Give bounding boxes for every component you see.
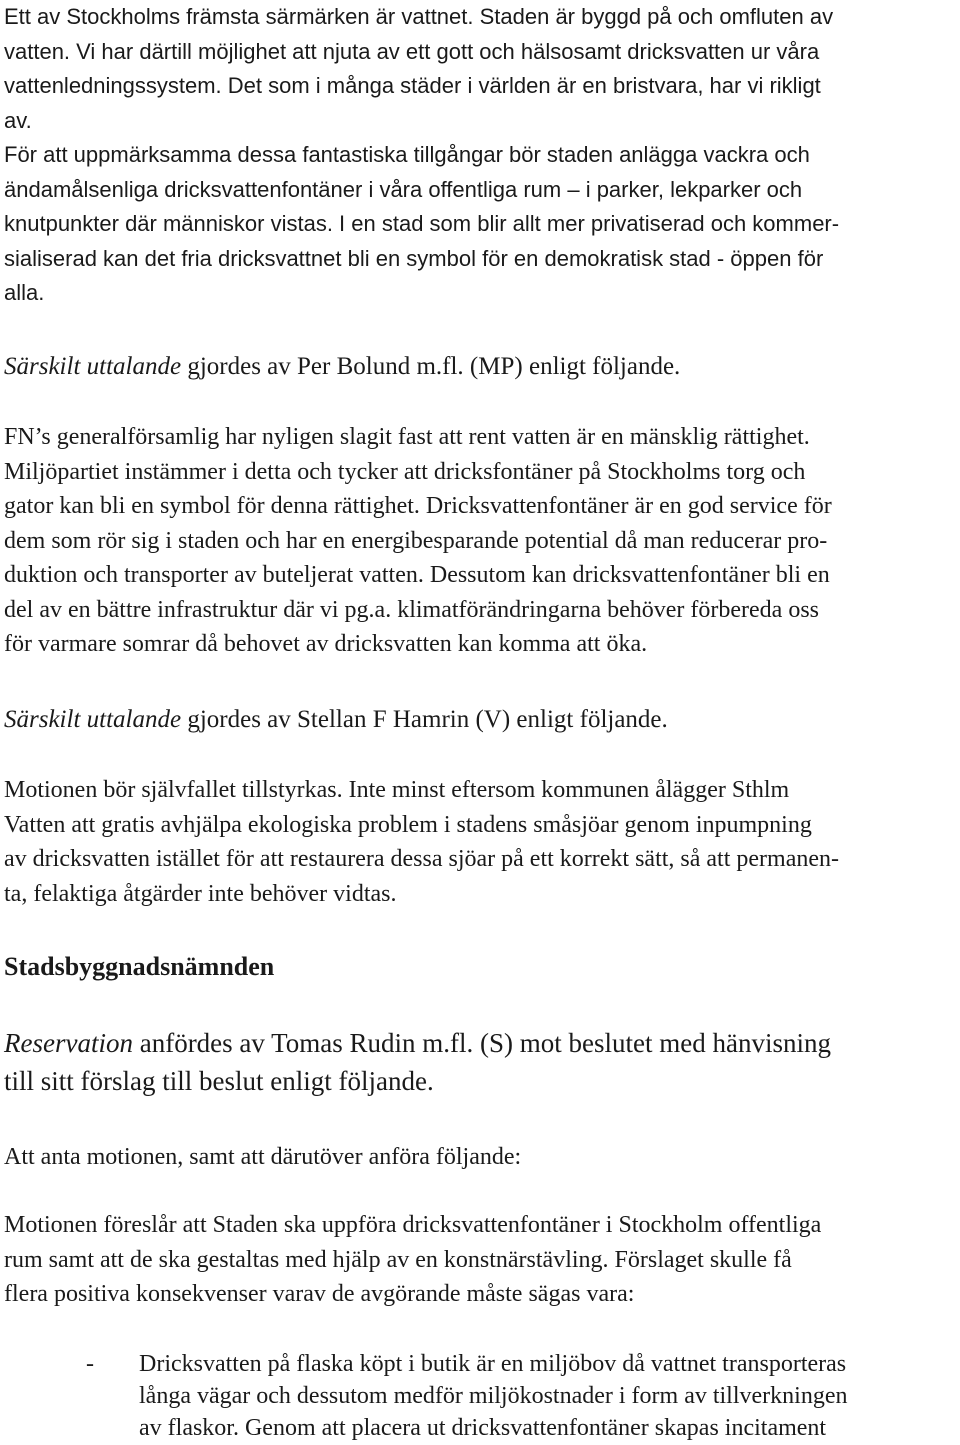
reservation-italic: Reservation	[4, 1028, 133, 1058]
statement-mp-italic: Särskilt uttalande	[4, 353, 182, 380]
statement-v	[4, 703, 668, 737]
motion-line: rum samt att de ska gestaltas med hjälp av en konstnärstävling. Förslaget skulle få	[4, 1246, 792, 1273]
intro-line: Ett av Stockholms främsta särmärken är vattnet. Staden är byggd på och omfluten av	[4, 4, 834, 29]
mp-line: för varmare somrar då behovet av dricksvatten kan komma att öka.	[4, 631, 648, 657]
mp-line: del av en bättre infrastruktur där vi pg.a. klimatförändringarna behöver förbereda oss	[4, 596, 820, 623]
mp-text	[4, 420, 832, 662]
statement-mp-line	[4, 350, 680, 384]
intro-line: alla.	[4, 280, 45, 305]
section-heading: Stadsbyggnadsnämnden	[4, 952, 275, 981]
statement-v-rest: gjordes av Stellan F Hamrin (V) enligt följande.	[181, 706, 668, 733]
bullet-line: Dricksvatten på flaska köpt i butik är en miljöbov då vattnet transporteras	[139, 1351, 847, 1377]
v-line: Motionen bör självfallet tillstyrkas. Inte minst eftersom kommunen ålägger Sthlm	[4, 777, 790, 803]
mp-line: duktion och transporter av buteljerat vatten. Dessutom kan dricksvattenfontäner bli en	[4, 562, 830, 588]
intro-line: vatten. Vi har därtill möjlighet att njuta av ett gott och hälsosamt dricksvatten ur våra	[4, 38, 820, 64]
statement-v-italic: Särskilt uttalande	[4, 706, 182, 733]
intro-line: knutpunkter där människor vistas. I en stad som blir allt mer privatiserad och kommer-	[4, 211, 840, 236]
mp-line: gator kan bli en symbol för denna rättighet. Dricksvattenfontäner är en god service för	[4, 493, 832, 519]
reservation-line-1	[4, 1024, 831, 1062]
mp-line: FN’s generalförsamlig har nyligen slagit fast att rent vatten är en mänsklig rättighet.	[4, 424, 810, 450]
v-line: ta, felaktiga åtgärder inte behöver vidtas.	[4, 880, 397, 907]
reservation	[4, 1024, 831, 1100]
v-line: av dricksvatten istället för att restaurera dessa sjöar på ett korrekt sätt, så att permanen-	[4, 846, 839, 872]
v-text	[4, 773, 839, 911]
mp-line: Miljöpartiet instämmer i detta och tycker att dricksfontäner på Stockholms torg och	[4, 458, 806, 485]
v-paragraph	[4, 773, 839, 911]
bullet-line: av flaskor. Genom att placera ut dricksvattenfontäner skapas incitament	[139, 1415, 827, 1441]
intro-line: ändamålsenliga dricksvattenfontäner i våra offentliga rum – i parker, lekparker och	[4, 176, 803, 202]
intro-text	[4, 0, 839, 311]
mp-paragraph	[4, 420, 832, 662]
reservation-line-2: till sitt förslag till beslut enligt följande.	[4, 1066, 434, 1096]
statement-mp-rest: gjordes av Per Bolund m.fl. (MP) enligt följande.	[181, 353, 681, 380]
decision-intro-block	[4, 1140, 521, 1175]
reservation-rest: anfördes av Tomas Rudin m.fl. (S) mot beslutet med hänvisning	[132, 1028, 831, 1058]
intro-line: sialiserad kan det fria dricksvattnet bli en symbol för en demokratisk stad - öppen för	[4, 245, 824, 271]
section-heading-block	[4, 950, 274, 984]
bullet-line: långa vägar och dessutom medför miljökostnader i form av tillverkningen	[139, 1383, 848, 1409]
list-item	[4, 1348, 847, 1444]
bullet-list	[4, 1348, 847, 1444]
intro-line: av.	[4, 107, 32, 133]
bullet-block	[4, 1348, 847, 1444]
intro-line: För att uppmärksamma dessa fantastiska tillgångar bör staden anlägga vackra och	[4, 142, 810, 167]
intro-paragraph	[4, 0, 839, 311]
motion-line: flera positiva konsekvenser varav de avgörande måste sägas vara:	[4, 1281, 635, 1307]
statement-v-line	[4, 703, 668, 737]
motion-paragraph	[4, 1208, 821, 1312]
statement-mp	[4, 350, 680, 384]
decision-intro: Att anta motionen, samt att därutöver anföra följande:	[4, 1144, 522, 1170]
mp-line: dem som rör sig i staden och har en energibesparande potential då man reducerar pro-	[4, 527, 828, 554]
v-line: Vatten att gratis avhjälpa ekologiska problem i stadens småsjöar genom inpumpning	[4, 811, 812, 838]
motion-text	[4, 1208, 821, 1312]
intro-line: vattenledningssystem. Det som i många städer i världen är en bristvara, har vi rikligt	[4, 73, 821, 98]
dash-bullet: -	[86, 1351, 94, 1377]
motion-line: Motionen föreslår att Staden ska uppföra dricksvattenfontäner i Stockholm offentliga	[4, 1212, 822, 1238]
